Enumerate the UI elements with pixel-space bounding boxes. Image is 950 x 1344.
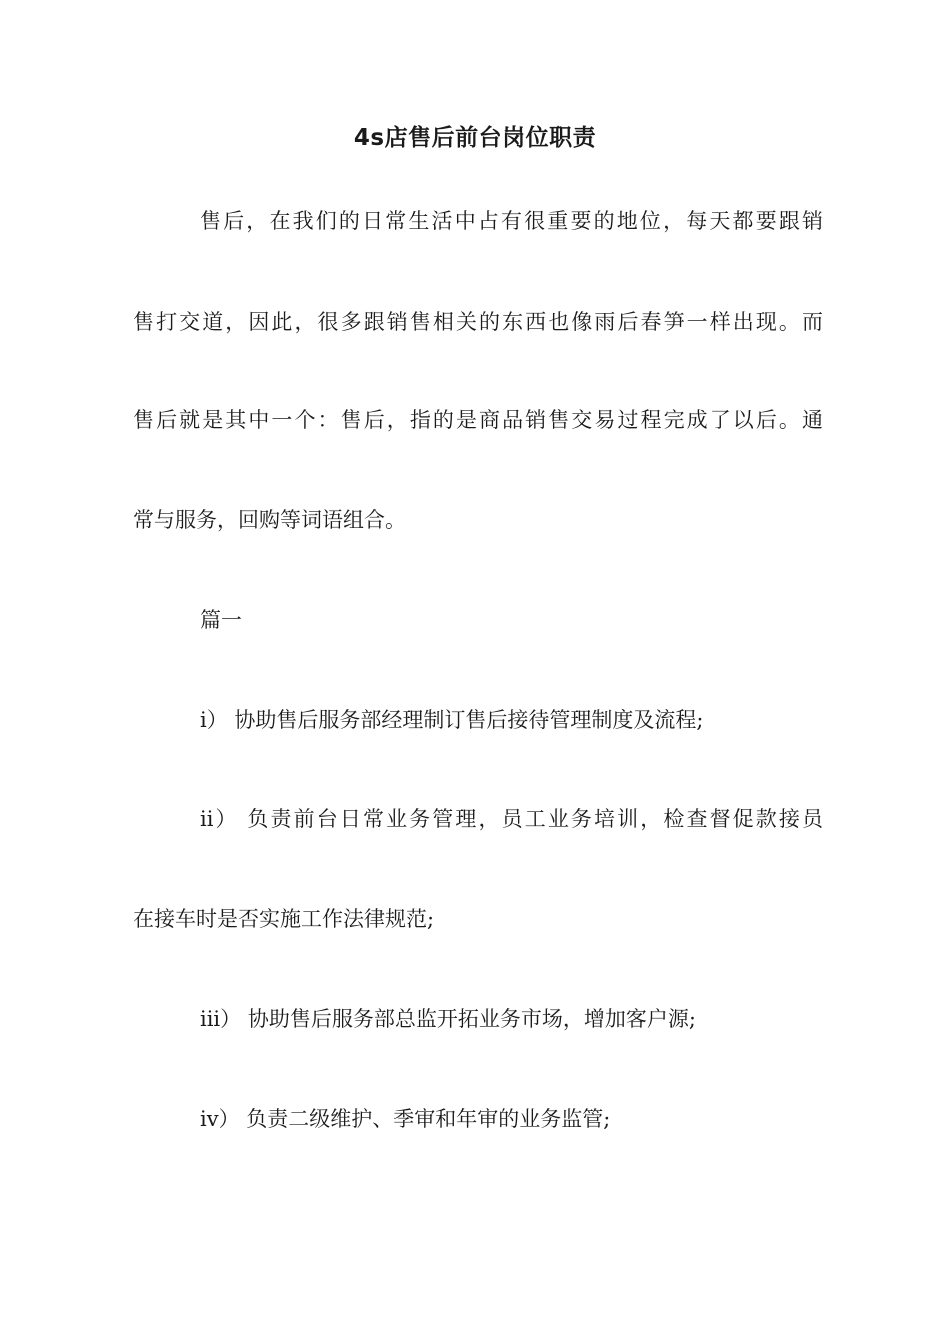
- duty-item-3: iii） 协助售后服务部总监开拓业务市场，增加客户源;: [200, 1007, 696, 1031]
- intro-line-2: 售打交道，因此，很多跟销售相关的东西也像雨后春笋一样出现。而: [133, 310, 823, 334]
- duty-item-2-line-1: ii） 负责前台日常业务管理，员工业务培训，检查督促款接员: [200, 807, 823, 831]
- intro-line-3: 售后就是其中一个：售后，指的是商品销售交易过程完成了以后。通: [133, 408, 823, 432]
- duty-item-2-line-2: 在接车时是否实施工作法律规范;: [133, 907, 435, 931]
- duty-item-1: i） 协助售后服务部经理制订售后接待管理制度及流程;: [200, 708, 704, 732]
- section-heading: 篇一: [200, 608, 242, 632]
- intro-line-4: 常与服务，回购等词语组合。: [133, 508, 406, 532]
- duty-item-4: iv） 负责二级维护、季审和年审的业务监管;: [200, 1107, 611, 1131]
- document-title: 4s店售后前台岗位职责: [353, 125, 597, 151]
- intro-line-1: 售后，在我们的日常生活中占有很重要的地位，每天都要跟销: [200, 209, 823, 233]
